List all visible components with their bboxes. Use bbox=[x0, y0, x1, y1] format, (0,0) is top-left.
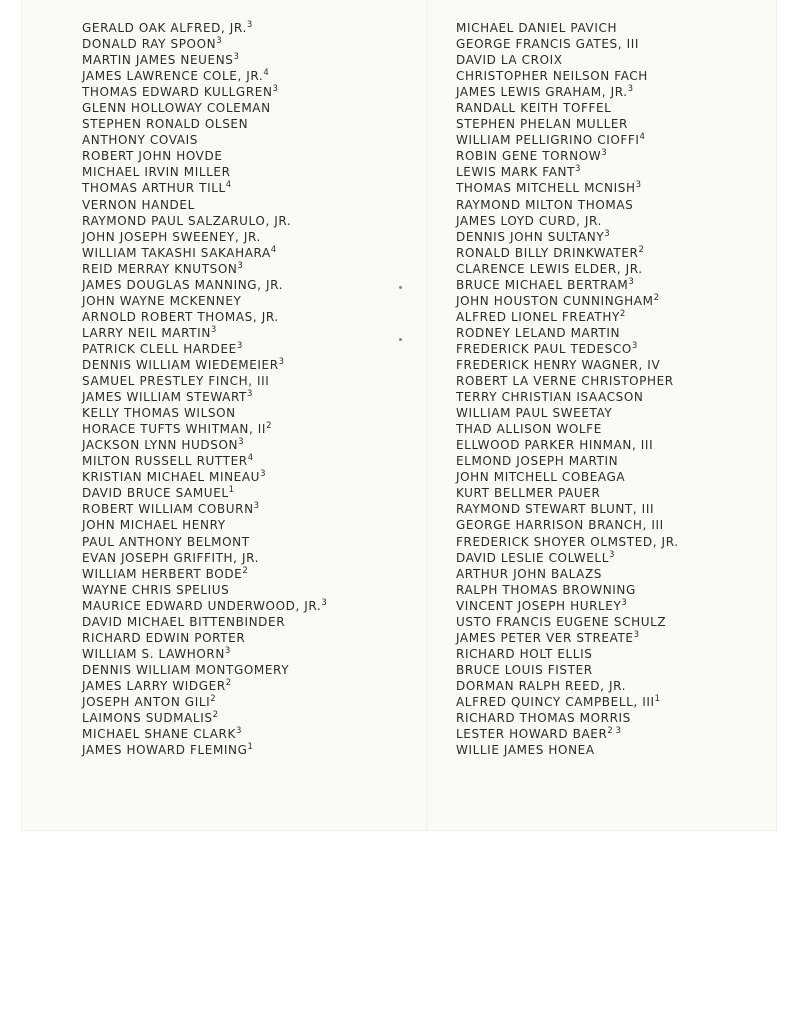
name-entry bbox=[456, 662, 776, 678]
name-text: WILLIAM PAUL SWEETAY bbox=[456, 406, 613, 421]
name-entry bbox=[82, 245, 402, 261]
name-entry bbox=[82, 325, 402, 341]
name-text: REID MERRAY KNUTSON bbox=[82, 261, 238, 276]
name-entry bbox=[82, 534, 402, 550]
name-text: JOHN MITCHELL COBEAGA bbox=[456, 470, 626, 485]
footnote-marker: 3 bbox=[604, 228, 610, 239]
name-entry bbox=[456, 132, 776, 148]
name-text: ROBERT JOHN HOVDE bbox=[82, 149, 223, 164]
name-entry bbox=[456, 582, 776, 598]
name-entry bbox=[456, 501, 776, 517]
name-entry bbox=[82, 36, 402, 52]
footnote-marker: 4 bbox=[270, 244, 277, 255]
name-entry bbox=[82, 598, 402, 614]
name-entry bbox=[82, 373, 402, 389]
name-entry bbox=[456, 678, 776, 694]
name-text: JAMES LOYD CURD, JR. bbox=[456, 213, 602, 228]
footnote-marker: 4 bbox=[225, 180, 232, 191]
name-entry bbox=[82, 742, 402, 758]
name-entry bbox=[82, 132, 402, 148]
name-text: ROBERT WILLIAM COBURN bbox=[82, 502, 254, 517]
name-entry bbox=[456, 373, 776, 389]
name-text: SAMUEL PRESTLEY FINCH, III bbox=[82, 374, 270, 389]
name-text: JOHN JOSEPH SWEENEY, JR. bbox=[82, 229, 261, 244]
name-entry bbox=[456, 84, 776, 100]
name-entry bbox=[456, 357, 776, 373]
name-entry bbox=[82, 84, 402, 100]
footnote-marker: 3 bbox=[224, 645, 231, 656]
name-text: CHRISTOPHER NEILSON FACH bbox=[456, 69, 648, 84]
name-entry bbox=[456, 437, 776, 453]
name-text: MARTIN JAMES NEUENS bbox=[82, 53, 234, 68]
name-entry bbox=[82, 437, 402, 453]
name-entry bbox=[456, 180, 776, 196]
footnote-marker: 3 bbox=[321, 597, 327, 608]
name-entry bbox=[456, 598, 776, 614]
footnote-marker: 3 bbox=[235, 726, 242, 737]
footnote-marker: 3 bbox=[627, 84, 634, 95]
name-entry bbox=[82, 405, 402, 421]
name-text: JAMES WILLIAM STEWART bbox=[82, 390, 247, 405]
footnote-marker: 1 bbox=[247, 742, 253, 753]
name-entry bbox=[82, 68, 402, 84]
footnote-marker: 3 bbox=[621, 597, 627, 608]
footnote-marker: 3 bbox=[628, 276, 634, 287]
name-entry bbox=[456, 293, 776, 309]
name-text: MICHAEL SHANE CLARK bbox=[82, 727, 236, 742]
name-text: ALFRED LIONEL FREATHY bbox=[456, 309, 620, 324]
name-text: DAVID BRUCE SAMUEL bbox=[82, 486, 229, 501]
name-text: CLARENCE LEWIS ELDER, JR. bbox=[456, 261, 643, 276]
name-text: FREDERICK HENRY WAGNER, IV bbox=[456, 357, 661, 372]
name-text: THOMAS ARTHUR TILL bbox=[82, 181, 226, 196]
footnote-marker: 3 bbox=[272, 84, 278, 95]
name-text: WAYNE CHRIS SPELIUS bbox=[82, 582, 230, 597]
name-text: JAMES LARRY WIDGER bbox=[82, 678, 226, 693]
name-entry bbox=[456, 261, 776, 277]
footnote-marker: 3 bbox=[260, 469, 266, 480]
footnote-marker: 3 bbox=[246, 20, 253, 30]
name-text: MICHAEL IRVIN MILLER bbox=[82, 165, 231, 180]
name-entry bbox=[82, 550, 402, 566]
name-text: ANTHONY COVAIS bbox=[82, 133, 198, 148]
name-entry bbox=[82, 453, 402, 469]
name-text: ARNOLD ROBERT THOMAS, JR. bbox=[82, 309, 279, 324]
names-list-right bbox=[456, 20, 776, 758]
name-entry bbox=[456, 52, 776, 68]
name-entry bbox=[82, 229, 402, 245]
name-text: PATRICK CLELL HARDEE bbox=[82, 341, 237, 356]
name-text: KELLY THOMAS WILSON bbox=[82, 406, 236, 421]
name-entry bbox=[82, 710, 402, 726]
footnote-marker: 4 bbox=[639, 132, 645, 143]
name-text: JOHN HOUSTON CUNNINGHAM bbox=[456, 293, 654, 308]
name-entry bbox=[456, 68, 776, 84]
name-text: JOHN WAYNE MCKENNEY bbox=[82, 293, 242, 308]
name-text: JAMES LAWRENCE COLE, JR. bbox=[82, 69, 264, 84]
name-entry bbox=[82, 261, 402, 277]
name-text: LESTER HOWARD BAER bbox=[456, 727, 608, 742]
name-entry bbox=[82, 485, 402, 501]
name-entry bbox=[456, 36, 776, 52]
name-text: STEPHEN RONALD OLSEN bbox=[82, 117, 249, 132]
name-entry bbox=[456, 100, 776, 116]
name-text: GEORGE HARRISON BRANCH, III bbox=[456, 518, 664, 533]
name-text: STEPHEN PHELAN MULLER bbox=[456, 117, 628, 132]
name-entry bbox=[456, 213, 776, 229]
footnote-marker: 3 bbox=[575, 164, 581, 175]
name-entry bbox=[82, 501, 402, 517]
name-entry bbox=[82, 52, 402, 68]
footnote-marker: 3 bbox=[278, 356, 285, 367]
name-entry bbox=[456, 710, 776, 726]
name-text: RICHARD HOLT ELLIS bbox=[456, 646, 593, 661]
name-text: RAYMOND STEWART BLUNT, III bbox=[456, 502, 655, 517]
name-text: VERNON HANDEL bbox=[82, 197, 195, 212]
name-entry bbox=[82, 341, 402, 357]
footnote-marker: 3 bbox=[216, 36, 222, 47]
name-text: WILLIAM S. LAWHORN bbox=[82, 646, 225, 661]
name-text: ELMOND JOSEPH MARTIN bbox=[456, 454, 619, 469]
name-text: THOMAS MITCHELL MCNISH bbox=[456, 181, 636, 196]
name-entry bbox=[456, 197, 776, 213]
name-text: ROBERT LA VERNE CHRISTOPHER bbox=[456, 374, 674, 389]
name-entry bbox=[82, 517, 402, 533]
name-text: HORACE TUFTS WHITMAN, II bbox=[82, 422, 267, 437]
name-text: ELLWOOD PARKER HINMAN, III bbox=[456, 438, 654, 453]
name-entry bbox=[82, 116, 402, 132]
name-entry bbox=[456, 309, 776, 325]
name-entry bbox=[82, 646, 402, 662]
name-text: LARRY NEIL MARTIN bbox=[82, 325, 211, 340]
name-entry bbox=[82, 309, 402, 325]
footnote-marker: 3 bbox=[237, 260, 243, 271]
name-entry bbox=[456, 421, 776, 437]
name-text: RONALD BILLY DRINKWATER bbox=[456, 245, 639, 260]
name-entry bbox=[456, 485, 776, 501]
footnote-marker: 2 bbox=[653, 292, 659, 303]
footnote-marker: 4 bbox=[247, 453, 254, 464]
name-entry bbox=[82, 389, 402, 405]
name-entry bbox=[456, 517, 776, 533]
footnote-marker: 3 bbox=[609, 549, 615, 560]
name-entry bbox=[82, 164, 402, 180]
footnote-marker: 2 bbox=[619, 308, 626, 319]
name-text: THAD ALLISON WOLFE bbox=[456, 422, 602, 437]
name-entry bbox=[82, 148, 402, 164]
name-entry bbox=[456, 389, 776, 405]
name-text: WILLIE JAMES HONEA bbox=[456, 743, 595, 758]
name-entry bbox=[456, 229, 776, 245]
names-list-left bbox=[82, 20, 402, 758]
name-entry bbox=[456, 630, 776, 646]
name-text: RICHARD EDWIN PORTER bbox=[82, 630, 246, 645]
name-entry bbox=[456, 245, 776, 261]
name-text: ROBIN GENE TORNOW bbox=[456, 149, 602, 164]
name-entry bbox=[456, 550, 776, 566]
name-entry bbox=[456, 453, 776, 469]
name-text: GEORGE FRANCIS GATES, III bbox=[456, 37, 639, 52]
name-entry bbox=[456, 534, 776, 550]
name-entry bbox=[82, 293, 402, 309]
footnote-marker: 1 bbox=[654, 693, 661, 704]
name-entry bbox=[82, 100, 402, 116]
name-entry bbox=[456, 694, 776, 710]
name-text: JACKSON LYNN HUDSON bbox=[82, 438, 239, 453]
name-text: RAYMOND PAUL SALZARULO, JR. bbox=[82, 213, 292, 228]
name-entry bbox=[82, 662, 402, 678]
name-text: FREDERICK SHOYER OLMSTED, JR. bbox=[456, 534, 679, 549]
footnote-marker: 3 bbox=[236, 340, 243, 351]
name-entry bbox=[456, 277, 776, 293]
name-text: BRUCE LOUIS FISTER bbox=[456, 662, 593, 677]
name-text: JOSEPH ANTON GILI bbox=[82, 694, 211, 709]
name-entry bbox=[456, 116, 776, 132]
name-text: LAIMONS SUDMALIS bbox=[82, 711, 213, 726]
footnote-marker: 3 bbox=[635, 180, 641, 191]
name-entry bbox=[456, 614, 776, 630]
name-text: THOMAS EDWARD KULLGREN bbox=[82, 85, 273, 100]
name-text: USTO FRANCIS EUGENE SCHULZ bbox=[456, 614, 667, 629]
footnote-marker: 2 bbox=[638, 244, 644, 255]
name-text: DENNIS JOHN SULTANY bbox=[456, 229, 605, 244]
footnote-marker: 3 bbox=[253, 501, 260, 512]
footnote-marker: 2 bbox=[225, 677, 232, 688]
footnote-marker: 1 bbox=[228, 485, 235, 496]
name-text: RODNEY LELAND MARTIN bbox=[456, 325, 621, 340]
name-entry bbox=[82, 566, 402, 582]
name-entry bbox=[456, 742, 776, 758]
name-entry bbox=[82, 582, 402, 598]
footnote-marker: 2 bbox=[266, 421, 272, 432]
name-entry bbox=[456, 405, 776, 421]
name-text: DORMAN RALPH REED, JR. bbox=[456, 678, 627, 693]
name-text: GERALD OAK ALFRED, JR. bbox=[82, 21, 247, 35]
name-text: WILLIAM HERBERT BODE bbox=[82, 566, 243, 581]
name-entry bbox=[82, 180, 402, 196]
footnote-marker: 3 bbox=[210, 324, 217, 335]
name-entry bbox=[456, 148, 776, 164]
name-text: DAVID LA CROIX bbox=[456, 53, 563, 68]
name-text: EVAN JOSEPH GRIFFITH, JR. bbox=[82, 550, 260, 565]
name-entry bbox=[82, 726, 402, 742]
name-entry bbox=[456, 164, 776, 180]
name-entry bbox=[82, 277, 402, 293]
name-entry bbox=[456, 469, 776, 485]
name-entry bbox=[82, 213, 402, 229]
name-text: ALFRED QUINCY CAMPBELL, III bbox=[456, 694, 655, 709]
name-entry bbox=[82, 357, 402, 373]
name-entry bbox=[82, 694, 402, 710]
name-text: KRISTIAN MICHAEL MINEAU bbox=[82, 470, 261, 485]
name-text: DENNIS WILLIAM WIEDEMEIER bbox=[82, 357, 279, 372]
name-text: MILTON RUSSELL RUTTER bbox=[82, 454, 248, 469]
name-text: GLENN HOLLOWAY COLEMAN bbox=[82, 101, 271, 116]
name-entry bbox=[456, 726, 776, 742]
name-entry bbox=[456, 325, 776, 341]
name-text: JAMES DOUGLAS MANNING, JR. bbox=[82, 277, 284, 292]
footnote-marker: 4 bbox=[263, 68, 269, 79]
name-entry bbox=[456, 646, 776, 662]
name-entry bbox=[82, 678, 402, 694]
name-text: RALPH THOMAS BROWNING bbox=[456, 582, 636, 597]
name-text: RAYMOND MILTON THOMAS bbox=[456, 197, 634, 212]
name-text: JOHN MICHAEL HENRY bbox=[82, 518, 226, 533]
name-text: JAMES LEWIS GRAHAM, JR. bbox=[456, 85, 628, 100]
name-text: RANDALL KEITH TOFFEL bbox=[456, 101, 612, 116]
footnote-marker: 2 bbox=[210, 693, 216, 704]
footnote-marker: 2 bbox=[242, 565, 248, 576]
name-entry bbox=[456, 566, 776, 582]
name-entry bbox=[82, 197, 402, 213]
name-text: MICHAEL DANIEL PAVICH bbox=[456, 21, 618, 35]
name-text: WILLIAM TAKASHI SAKAHARA bbox=[82, 245, 271, 260]
name-text: BRUCE MICHAEL BERTRAM bbox=[456, 277, 629, 292]
name-entry bbox=[82, 630, 402, 646]
name-text: LEWIS MARK FANT bbox=[456, 165, 576, 180]
name-text: JAMES PETER VER STREATE bbox=[456, 630, 634, 645]
name-text: PAUL ANTHONY BELMONT bbox=[82, 534, 250, 549]
footnote-marker: 3 bbox=[246, 389, 253, 400]
footnote-marker: 3 bbox=[233, 52, 239, 63]
footnote-marker: 3 bbox=[631, 340, 638, 351]
footnote-marker: 3 bbox=[633, 629, 640, 640]
name-entry bbox=[82, 20, 402, 36]
name-text: MAURICE EDWARD UNDERWOOD, JR. bbox=[82, 598, 322, 613]
name-text: RICHARD THOMAS MORRIS bbox=[456, 711, 631, 726]
name-text: ARTHUR JOHN BALAZS bbox=[456, 566, 603, 581]
name-text: DENNIS WILLIAM MONTGOMERY bbox=[82, 662, 290, 677]
name-text: KURT BELLMER PAUER bbox=[456, 486, 601, 501]
name-text: WILLIAM PELLIGRINO CIOFFI bbox=[456, 133, 640, 148]
footnote-marker: 3 bbox=[238, 437, 244, 448]
name-text: DONALD RAY SPOON bbox=[82, 37, 217, 52]
name-entry bbox=[456, 20, 776, 36]
page-fold-line bbox=[426, 0, 428, 830]
name-text: TERRY CHRISTIAN ISAACSON bbox=[456, 390, 644, 405]
name-entry bbox=[82, 614, 402, 630]
footnote-marker: 2 bbox=[212, 710, 218, 721]
name-entry bbox=[82, 421, 402, 437]
name-text: DAVID LESLIE COLWELL bbox=[456, 550, 610, 565]
name-entry bbox=[82, 469, 402, 485]
name-text: VINCENT JOSEPH HURLEY bbox=[456, 598, 622, 613]
footnote-marker: 2 3 bbox=[607, 726, 621, 737]
name-text: JAMES HOWARD FLEMING bbox=[82, 743, 248, 758]
name-entry bbox=[456, 341, 776, 357]
name-text: FREDERICK PAUL TEDESCO bbox=[456, 341, 632, 356]
footnote-marker: 3 bbox=[601, 148, 607, 159]
name-text: DAVID MICHAEL BITTENBINDER bbox=[82, 614, 286, 629]
